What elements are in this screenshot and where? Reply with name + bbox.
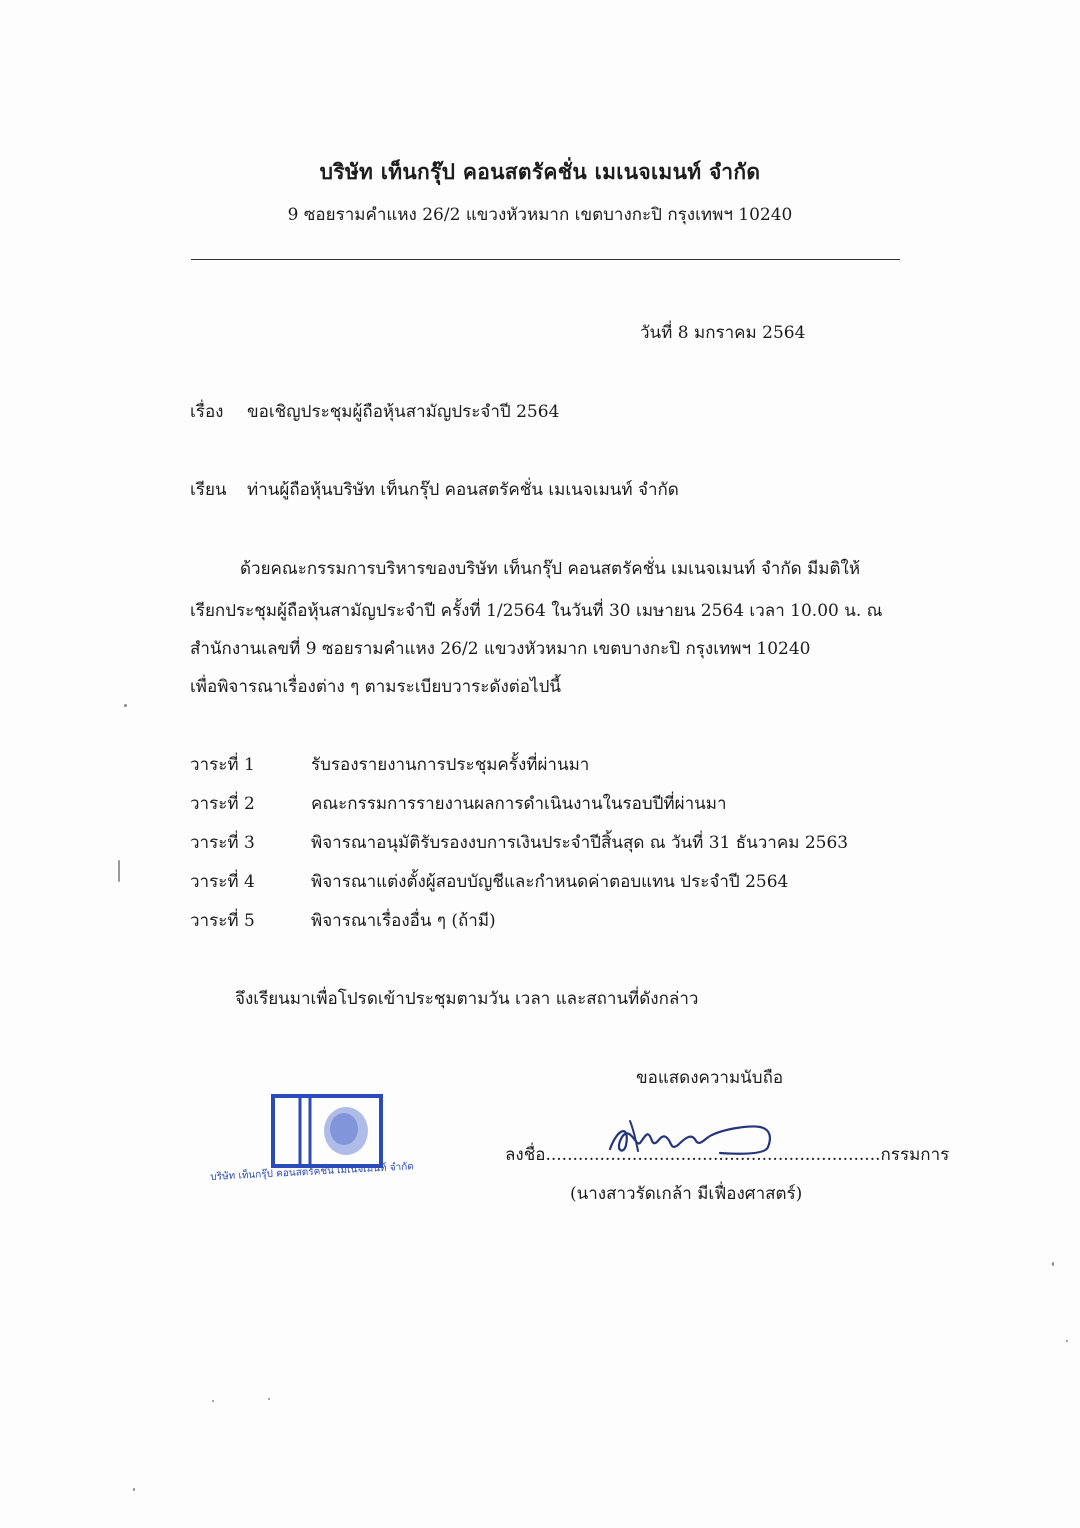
body-line-2: เรียกประชุมผู้ถือหุ้นสามัญประจำปี ครั้งที่ 1/2564 ในวันที่ 30 เมษายน 2564 เวลา 10.00 น. ณ (190, 601, 883, 621)
paper-speck (1066, 1340, 1068, 1342)
agenda-item-1-label: วาระที่ 1 (190, 755, 255, 775)
paper-speck (1052, 1262, 1054, 1266)
regards-text: ขอแสดงความนับถือ (636, 1068, 784, 1088)
recipient-text: ท่านผู้ถือหุ้นบริษัท เท็นกรุ๊ป คอนสตรัคชั่น เมเนจเมนท์ จำกัด (247, 480, 679, 500)
body-line-4: เพื่อพิจารณาเรื่องต่าง ๆ ตามระเบียบวาระดังต่อไปนี้ (190, 677, 561, 697)
paper-speck (124, 704, 127, 707)
sign-prefix: ลงชื่อ (505, 1145, 546, 1165)
signer-position: กรรมการ (880, 1145, 950, 1165)
agenda-item-2-text: คณะกรรมการรายงานผลการดำเนินงานในรอบปีที่ผ่านมา (311, 794, 727, 814)
paper-speck (118, 860, 120, 882)
sign-dots: .............................................................. (545, 1145, 881, 1165)
agenda-item-5-label: วาระที่ 5 (190, 911, 255, 931)
body-line-1: ด้วยคณะกรรมการบริหารของบริษัท เท็นกรุ๊ป คอนสตรัคชั่น เมเนจเมนท์ จำกัด มีมติให้ (240, 559, 861, 579)
agenda-item-4-label: วาระที่ 4 (190, 872, 255, 892)
handwritten-signature (600, 1107, 800, 1167)
signer-name: (นางสาวรัดเกล้า มีเฟื่องศาสตร์) (570, 1184, 803, 1204)
subject-text: ขอเชิญประชุมผู้ถือหุ้นสามัญประจำปี 2564 (247, 402, 560, 422)
letter-date: วันที่ 8 มกราคม 2564 (640, 323, 806, 343)
agenda-item-3-text: พิจารณาอนุมัติรับรองงบการเงินประจำปีสิ้นสุด ณ วันที่ 31 ธันวาคม 2563 (311, 833, 849, 853)
agenda-item-2-label: วาระที่ 2 (190, 794, 255, 814)
company-address: 9 ซอยรามคำแหง 26/2 แขวงหัวหมาก เขตบางกะปิ กรุงเทพฯ 10240 (287, 205, 793, 225)
paper-speck (212, 1400, 214, 1402)
body-line-3: สำนักงานเลขที่ 9 ซอยรามคำแหง 26/2 แขวงหัวหมาก เขตบางกะปิ กรุงเทพฯ 10240 (190, 639, 811, 659)
agenda-item-4-text: พิจารณาแต่งตั้งผู้สอบบัญชีและกำหนดค่าตอบแทน ประจำปี 2564 (311, 872, 789, 892)
subject-label: เรื่อง (190, 402, 224, 422)
paper-speck (133, 1488, 135, 1491)
stamp-company-text: บริษัท เท็นกรุ๊ป คอนสตรัคชั่น เมเนจเมนท์ จำกัด (210, 1161, 415, 1183)
recipient-label: เรียน (190, 480, 227, 500)
header-divider (191, 259, 900, 260)
company-name: บริษัท เท็นกรุ๊ป คอนสตรัคชั่น เมเนจเมนท์ จำกัด (319, 159, 761, 184)
paper-speck (268, 1398, 270, 1400)
agenda-item-3-label: วาระที่ 3 (190, 833, 255, 853)
agenda-item-1-text: รับรองรายงานการประชุมครั้งที่ผ่านมา (311, 755, 590, 775)
agenda-item-5-text: พิจารณาเรื่องอื่น ๆ (ถ้ามี) (311, 911, 496, 931)
closing-sentence: จึงเรียนมาเพื่อโปรดเข้าประชุมตามวัน เวลา และสถานที่ดังกล่าว (235, 989, 699, 1009)
company-stamp-icon (270, 1093, 384, 1169)
